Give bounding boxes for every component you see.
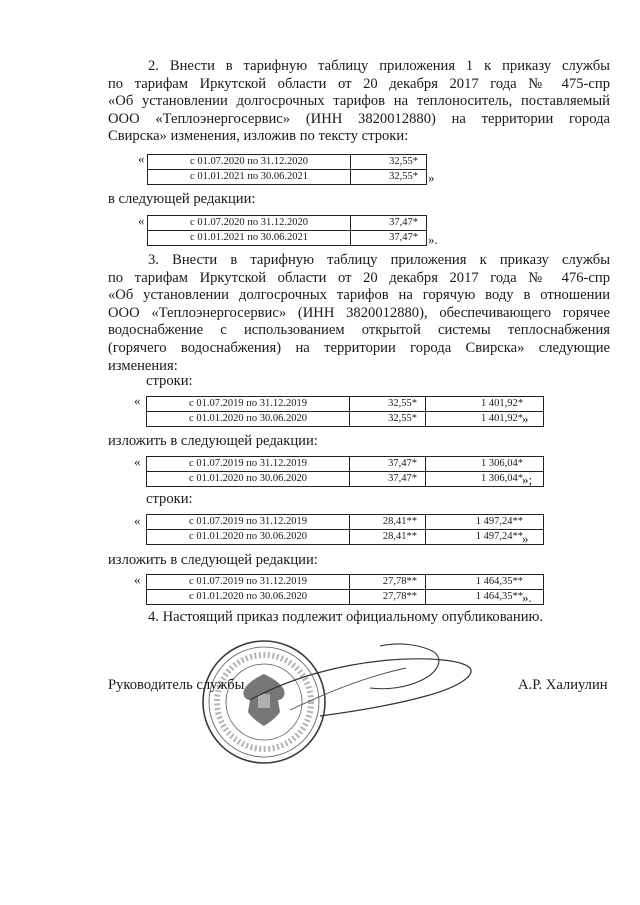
period-cell: с 01.01.2021 по 30.06.2021 (148, 170, 351, 185)
value-cell: 37,47* (351, 231, 427, 246)
rows-label: строки: (146, 491, 193, 507)
item-3-line-6: (горячего водоснабжения) на территории города Свирска» следующие (108, 339, 610, 356)
table-row (148, 155, 427, 170)
item-2-line-1: 2. Внести в тарифную таблицу приложения 1 к приказу службы (148, 58, 610, 74)
set-label: изложить в следующей редакции: (108, 433, 318, 449)
table-row (147, 590, 544, 605)
table-row (147, 412, 544, 427)
period-cell: с 01.07.2019 по 31.12.2019 (147, 397, 350, 412)
period-cell: с 01.01.2020 по 30.06.2020 (147, 412, 350, 427)
value-cell: 27,78** (350, 575, 426, 590)
period-cell: с 01.01.2020 по 30.06.2020 (147, 530, 350, 545)
signature-position: Руководитель службы (108, 677, 245, 693)
period-cell: с 01.01.2021 по 30.06.2021 (148, 231, 351, 246)
quote-close: » (522, 411, 529, 426)
quote-close: ». (522, 590, 532, 605)
value-cell: 1 306,04* (426, 457, 544, 472)
period-cell: с 01.07.2019 по 31.12.2019 (147, 575, 350, 590)
value-cell: 1 497,24** (426, 515, 544, 530)
quote-open: « (134, 572, 141, 587)
item-2-old-table (147, 154, 427, 185)
item-2-line-4: ООО «Теплоэнергосервис» (ИНН 3820012880) на территории города (108, 110, 610, 127)
item-3-line-4: ООО «Теплоэнергосервис» (ИНН 3820012880), обеспечивающего горячее (108, 304, 610, 321)
item-2-line-2: по тарифам Иркутской области от 20 декабря 2017 года № 475-спр (108, 75, 610, 92)
quote-open: « (138, 151, 145, 166)
value-cell: 27,78** (350, 590, 426, 605)
period-cell: с 01.07.2020 по 31.12.2020 (148, 216, 351, 231)
period-cell: с 01.01.2020 по 30.06.2020 (147, 590, 350, 605)
item-2-new-label: в следующей редакции: (108, 191, 256, 207)
item-3-line-3: «Об установлении долгосрочных тарифов на горячую воду в отношении (108, 287, 610, 304)
item-3-table-1-new (146, 456, 544, 487)
value-cell: 1 464,35** (426, 575, 544, 590)
period-cell: с 01.07.2019 по 31.12.2019 (147, 515, 350, 530)
item-3-line-7: изменения: (108, 357, 178, 374)
table-row (147, 575, 544, 590)
table-row (147, 457, 544, 472)
quote-open: « (134, 454, 141, 469)
table-row (147, 515, 544, 530)
item-3-text (108, 252, 610, 375)
quote-open: « (134, 513, 141, 528)
item-3-line-5: водоснабжение с использованием открытой системы теплоснабжения (108, 322, 610, 339)
value-cell: 28,41** (350, 530, 426, 545)
quote-open: « (134, 393, 141, 408)
item-2-line-5: Свирска» изменения, изложив по тексту строки: (108, 128, 409, 145)
period-cell: с 01.01.2020 по 30.06.2020 (147, 472, 350, 487)
value-cell: 37,47* (350, 457, 426, 472)
table-row (147, 472, 544, 487)
period-cell: с 01.07.2020 по 31.12.2020 (148, 155, 351, 170)
quote-open: « (138, 213, 145, 228)
rows-label: строки: (146, 373, 193, 389)
item-3-line-2: по тарифам Иркутской области от 20 декабря 2017 года № 476-спр (108, 269, 610, 286)
value-cell: 37,47* (351, 216, 427, 231)
table-row (148, 170, 427, 185)
period-cell: с 01.07.2019 по 31.12.2019 (147, 457, 350, 472)
quote-close: » (428, 170, 435, 185)
signature-name: А.Р. Халиулин (518, 677, 608, 693)
item-2-line-3: «Об установлении долгосрочных тарифов на теплоноситель, поставляемый (108, 93, 610, 110)
value-cell: 1 401,92* (426, 397, 544, 412)
value-cell: 32,55* (351, 155, 427, 170)
value-cell: 1 306,04* (426, 472, 544, 487)
value-cell: 32,55* (351, 170, 427, 185)
item-3-table-2-new (146, 574, 544, 605)
value-cell: 1 401,92* (426, 412, 544, 427)
item-4-text: 4. Настоящий приказ подлежит официальному опубликованию. (148, 609, 544, 625)
quote-close: »; (522, 472, 533, 487)
value-cell: 28,41** (350, 515, 426, 530)
signature-icon (230, 638, 480, 728)
value-cell: 37,47* (350, 472, 426, 487)
item-3-table-1-old (146, 396, 544, 427)
set-label: изложить в следующей редакции: (108, 552, 318, 568)
table-row (148, 231, 427, 246)
item-2-text (108, 58, 610, 146)
table-row (147, 530, 544, 545)
item-2-new-table (147, 215, 427, 246)
item-3-table-2-old (146, 514, 544, 545)
value-cell: 32,55* (350, 412, 426, 427)
value-cell: 32,55* (350, 397, 426, 412)
quote-close: ». (428, 232, 438, 247)
table-row (147, 397, 544, 412)
table-row (148, 216, 427, 231)
value-cell: 1 464,35** (426, 590, 544, 605)
quote-close: » (522, 531, 529, 546)
value-cell: 1 497,24** (426, 530, 544, 545)
item-3-line-1: 3. Внести в тарифную таблицу приложения к приказу службы (148, 252, 610, 268)
